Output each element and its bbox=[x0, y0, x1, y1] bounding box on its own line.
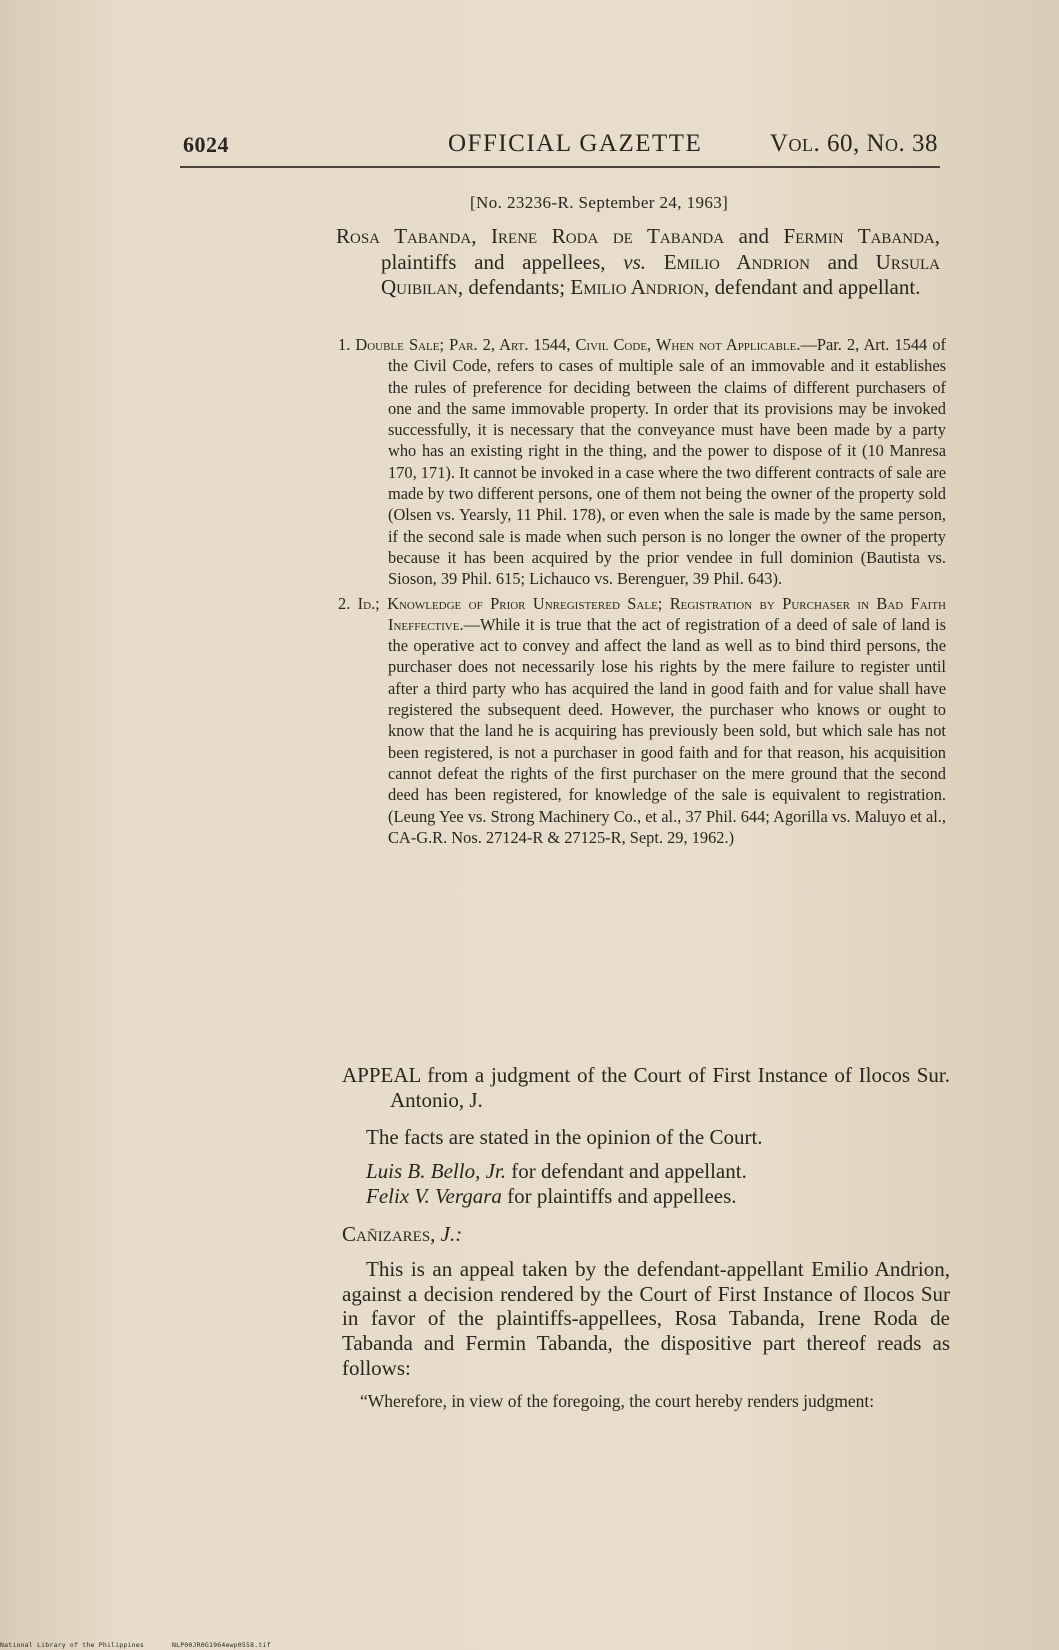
party-names-5: Emilio Andrion bbox=[570, 275, 705, 299]
counsel-line bbox=[342, 1184, 950, 1209]
syllabus-heading: 2. Id.; Knowledge of Prior Unregistered Sale; Registration by Purchaser in Bad Faith Ineffective. bbox=[338, 593, 946, 634]
party-names-4: Ursula Quibilan bbox=[381, 249, 940, 299]
party-names-1: Rosa Tabanda, Irene Roda de Tabanda bbox=[336, 224, 725, 248]
library-credit: National Library of the Philippines bbox=[0, 1641, 144, 1649]
parties-role-3: , defendant and appellant. bbox=[704, 275, 921, 299]
case-number: [No. 23236-R. September 24, 1963] bbox=[470, 193, 729, 212]
volume-number: Vol. 60, No. 38 bbox=[769, 130, 938, 157]
syllabus bbox=[338, 334, 946, 851]
party-names-2: Fermin Tabanda bbox=[783, 224, 935, 248]
parties-conjunction-1: and bbox=[724, 224, 784, 248]
counsel-line bbox=[342, 1159, 950, 1184]
publication-title: OFFICIAL GAZETTE bbox=[448, 130, 703, 157]
syllabus-text: —While it is true that the act of registration of a deed of sale of land is the operative act to convey and affect the land as well as to bind third persons, the purchaser does not necessarily lose his rights by the mere failure to register until after a third party who has acquired the land in good faith and for value shall have registered the subsequent deed. However, the purchaser who knows or ought to know that the land he is acquiring has previously been sold, but which sale has not been registered, is not a purchaser in good faith and for that reason, his acquisition cannot defeat the rights of the first purchaser on the mere ground that the second deed has been registered, for knowledge of the sale is equivalent to registration. (Leung Yee vs. Strong Machinery Co., et al., 37 Phil. 644; Agorilla vs. Maluyo et al., CA-G.R. Nos. 27124-R & 27125-R, Sept. 29, 1962.) bbox=[388, 614, 946, 847]
judge-suffix: J.: bbox=[435, 1221, 463, 1246]
counsel-name: Felix V. Vergara bbox=[366, 1184, 502, 1209]
counsel-role: for plaintiffs and appellees. bbox=[501, 1184, 737, 1209]
syllabus-heading: 1. Double Sale; Par. 2, Art. 1544, Civil Code, When not Applicable. bbox=[338, 335, 801, 354]
parties-role-1: , plaintiffs and appellees, bbox=[381, 224, 940, 274]
header-rule bbox=[180, 166, 940, 168]
scan-footer bbox=[0, 1641, 299, 1649]
appeal-line: APPEAL from a judgment of the Court of First Instance of Ilocos Sur. Antonio, J. bbox=[342, 1063, 950, 1112]
scan-filename: NLP00JR0G1964ewp0558.tif bbox=[171, 1641, 271, 1649]
quoted-judgment: “Wherefore, in view of the foregoing, the court hereby renders judgment: bbox=[360, 1390, 875, 1411]
syllabus-item bbox=[338, 334, 946, 590]
case-parties bbox=[336, 224, 940, 301]
party-names-3: Emilio Andrion bbox=[663, 249, 810, 274]
page-number: 6024 bbox=[183, 132, 229, 157]
judge-name: Cañizares, bbox=[342, 1221, 436, 1246]
decision-body bbox=[342, 1063, 950, 1412]
parties-role-2: , defendants; bbox=[457, 275, 571, 299]
parties-space bbox=[646, 250, 664, 274]
counsel-role: for defendant and appellant. bbox=[506, 1159, 747, 1184]
page-header bbox=[183, 128, 938, 168]
parties-versus: vs. bbox=[623, 249, 646, 274]
counsel-name: Luis B. Bello, Jr. bbox=[366, 1159, 506, 1184]
ponente-line bbox=[342, 1222, 950, 1247]
syllabus-text: —Par. 2, Art. 1544 of the Civil Code, refers to cases of multiple sale of an immovable and it establishes the rules of preference for deciding between the claims of different purchasers of one and the same immovable property. In order that its provisions may be invoked successfully, it is necessary that the conveyance must have been made by a party who has an existing right in the thing, and the power to dispose of it (10 Manresa 170, 171). It cannot be invoked in a case where the two different contracts of sale are made by two different persons, one of them not being the owner of the property sold (Olsen vs. Yearsly, 11 Phil. 178), or even when the sale is made by the same person, if the second sale is made when such person is no longer the owner of the property because it has been acquired by the prior vendee in full dominion (Bautista vs. Sioson, 39 Phil. 615; Lichauco vs. Berenguer, 39 Phil. 643). bbox=[388, 335, 946, 589]
opinion-paragraph: This is an appeal taken by the defendant-appellant Emilio Andrion, against a decision rendered by the Court of First Instance of Ilocos Sur in favor of the plaintiffs-appellees, Rosa Tabanda, Irene Roda de Tabanda and Fermin Tabanda, the dispositive part thereof reads as follows: bbox=[342, 1256, 950, 1380]
syllabus-item bbox=[338, 593, 946, 849]
facts-line: The facts are stated in the opinion of the Court. bbox=[366, 1124, 763, 1149]
parties-conjunction-2: and bbox=[809, 249, 876, 274]
